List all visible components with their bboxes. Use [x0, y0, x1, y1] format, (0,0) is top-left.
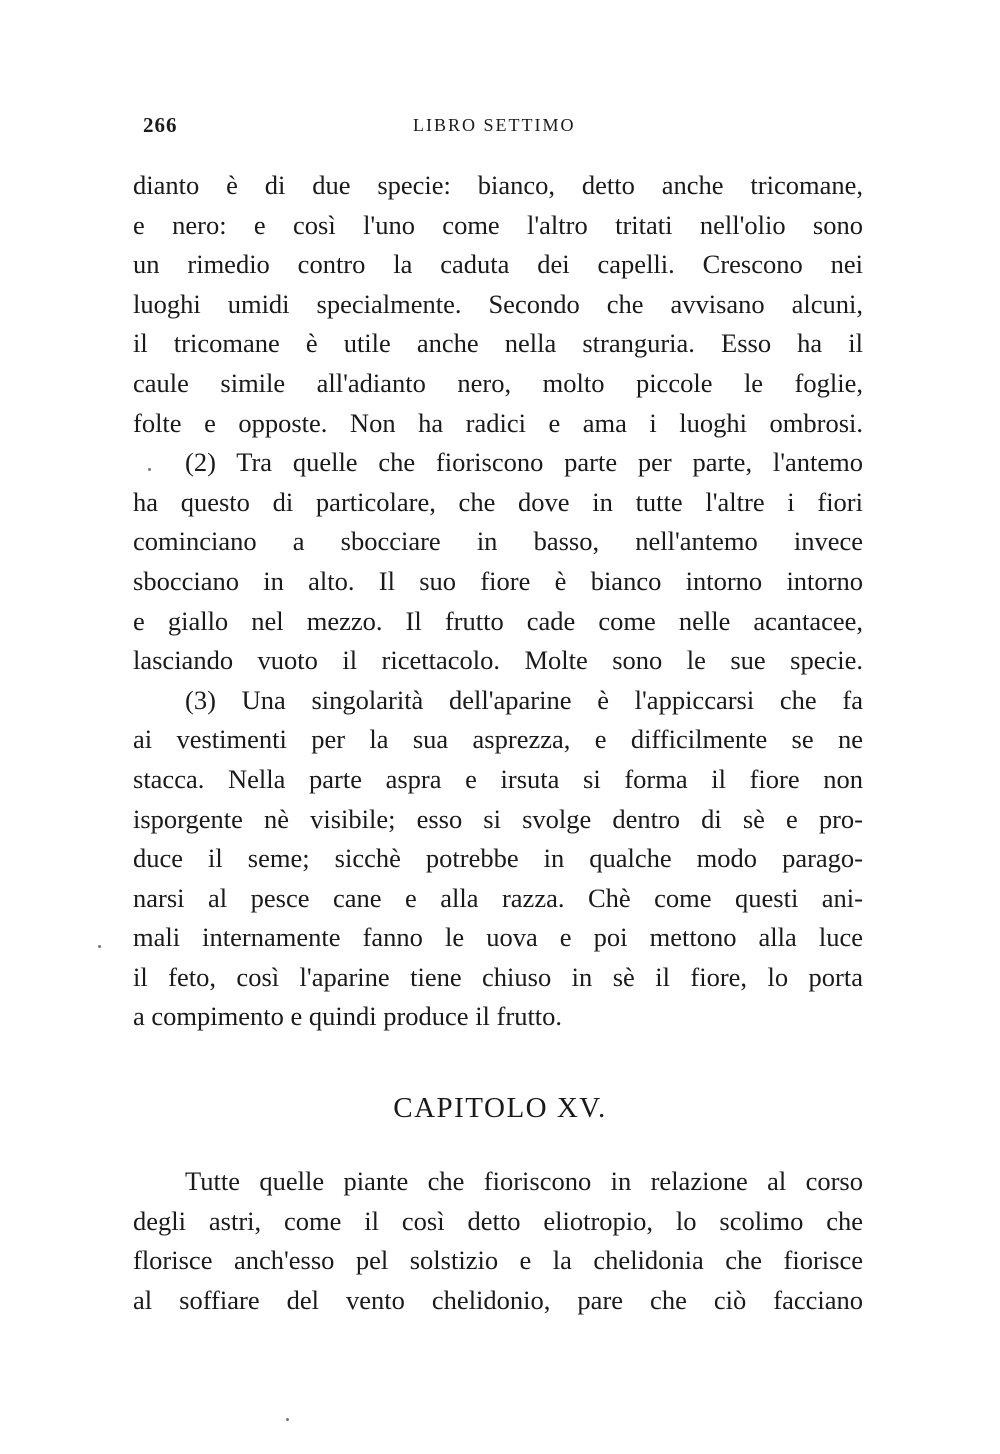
scan-speck [286, 1418, 289, 1421]
page-number: 266 [143, 113, 178, 137]
text-line: folte e opposte. Non ha radici e ama i luoghi ombrosi. [133, 407, 863, 438]
scan-speck [148, 468, 151, 471]
text-line: dianto è di due specie: bianco, detto anche tricomane, [133, 170, 863, 200]
chapter-heading: CAPITOLO XV. [393, 1092, 607, 1124]
text-line: duce il seme; sicchè potrebbe in qualche modo parago- [133, 843, 863, 874]
text-line: al soffiare del vento chelidonio, pare che ciò facciano [133, 1284, 863, 1315]
paragraph-start-line: (3) Una singolarità dell'aparine è l'appiccarsi che fa [185, 684, 863, 715]
text-line: mali internamente fanno le uova e poi mettono alla luce [133, 922, 863, 953]
text-line: florisce anch'esso pel solstizio e la chelidonia che fiorisce [133, 1245, 863, 1276]
text-line: degli astri, come il così detto eliotropio, lo scolimo che [133, 1205, 863, 1236]
text-line: il tricomane è utile anche nella stranguria. Esso ha il [133, 328, 863, 359]
text-line: ha questo di particolare, che dove in tutte l'altre i fiori [133, 486, 863, 517]
text-line: il feto, così l'aparine tiene chiuso in sè il fiore, lo porta [133, 961, 863, 992]
text-line: un rimedio contro la caduta dei capelli. Crescono nei [133, 249, 863, 280]
text-line: e nero: e così l'uno come l'altro tritati nell'olio sono [133, 209, 863, 240]
running-head: LIBRO SETTIMO [413, 115, 576, 135]
text-line: lasciando vuoto il ricettacolo. Molte sono le sue specie. [133, 645, 863, 676]
text-line: caule simile all'adianto nero, molto piccole le foglie, [133, 367, 863, 398]
paragraph-start-line: (2) Tra quelle che fioriscono parte per parte, l'antemo [185, 447, 863, 478]
text-line: sbocciano in alto. Il suo fiore è bianco intorno intorno [133, 565, 863, 596]
text-line: cominciano a sbocciare in basso, nell'antemo invece [133, 526, 863, 557]
text-section-2 [133, 1162, 863, 1320]
text-line: narsi al pesce cane e alla razza. Chè come questi ani- [133, 882, 863, 913]
text-line: stacca. Nella parte aspra e irsuta si forma il fiore non [133, 763, 863, 794]
text-line: ai vestimenti per la sua asprezza, e difficilmente se ne [133, 724, 863, 755]
text-line: luoghi umidi specialmente. Secondo che avvisano alcuni, [133, 288, 863, 319]
paragraph-end-line: a compimento e quindi produce il frutto. [133, 1001, 563, 1032]
paragraph-start-line: Tutte quelle piante che fioriscono in relazione al corso [185, 1166, 863, 1196]
text-section-1 [133, 166, 863, 1037]
scan-speck [98, 945, 101, 948]
text-line: e giallo nel mezzo. Il frutto cade come nelle acantacee, [133, 605, 863, 636]
page-header [143, 113, 863, 143]
text-line: isporgente nè visibile; esso si svolge dentro di sè e pro- [133, 803, 863, 834]
